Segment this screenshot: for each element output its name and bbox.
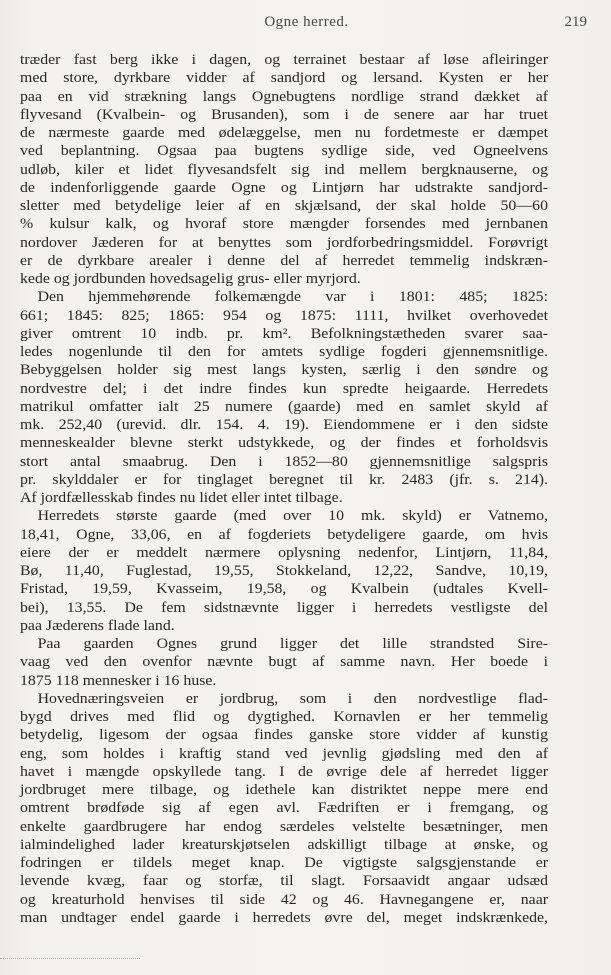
text-line: og kreaturhold henvises til side 42 og 46. Havnegangene er, naar — [20, 891, 548, 908]
text-line: havet i mængde opskyllede tang. I de øvrige dele af herredet ligger — [20, 763, 548, 780]
page-number: 219 — [564, 14, 587, 30]
text-line: Fristad, 19,59, Kvasseim, 19,58, og Kvalbein (udtales Kvell- — [20, 581, 548, 598]
text-line: paa Jæderens flade land. — [20, 617, 175, 634]
text-line: menneskealder blevne sterkt udstykkede, og der findes et forholdsvis — [20, 435, 548, 452]
text-line: enkelte gaardbrugere har endog særdeles velstelte besætninger, men — [20, 818, 548, 835]
text-line: ved beplantning. Ogsaa paa bugtens sydlige side, ved Ogneelvens — [20, 143, 548, 160]
text-line: jordbruget mere tilbage, og idethele kan distriktet neppe mere end — [20, 782, 548, 798]
text-line: sletter med betydelige leier af en skjælsand, der skal holde 50—60 — [20, 198, 548, 214]
text-line: nordvestre del; i det indre findes kun spredte heigaarde. Herredets — [20, 380, 548, 397]
text-line: Hovednæringsveien er jordbrug, som i den nordvestlige flad- — [37, 690, 548, 707]
text-line: nordover Jæderen for at benyttes som jordforbedringsmiddel. Forøvrigt — [20, 234, 548, 251]
text-line: Af jordfællesskab findes nu lidet eller intet tilbage. — [20, 490, 343, 506]
text-line: Paa gaarden Ognes grund ligger det lille strandsted Sire- — [37, 636, 548, 652]
text-line: eng, som holdes i kraftig stand ved jevnlig gjødsling med den af — [20, 745, 548, 762]
text-line: levende kvæg, faar og storfæ, til slagt. Forsaavidt angaar udsæd — [20, 873, 548, 890]
text-line: stort antal smaabrug. Den i 1852—80 gjennemsnitlige salgspris — [20, 453, 548, 470]
text-line: vaag ved den ovenfor nævnte bugt af samme navn. Her boede i — [20, 654, 548, 671]
text-line: kede og jordbunden hovedsagelig grus- eller myrjord. — [20, 271, 361, 287]
page-header — [20, 14, 593, 36]
text-line: pr. skylddaler er for tinglaget beregnet til kr. 2483 (jfr. s. 214). — [20, 471, 548, 488]
text-line: ledes nogenlunde til den for amtets sydlige fogderi gjennemsnitlige. — [20, 344, 548, 360]
text-line: mk. 252,40 (urevid. dlr. 154. 4. 19). Eiendommene er i den sidste — [20, 417, 548, 433]
running-head: Ogne herred. — [264, 14, 349, 30]
text-line: de nærmeste gaarde med ødelæggelse, men nu fordetmeste er dæmpet — [20, 125, 548, 141]
text-line: % kulsur kalk, og hvoraf store mængder forsendes med jernbanen — [20, 216, 548, 233]
text-line: Herredets største gaarde (med over 10 mk. skyld) er Vatnemo, — [37, 508, 548, 525]
text-line: Bø, 11,40, Fuglestad, 19,55, Stokkeland, 12,22, Sandve, 10,19, — [20, 563, 548, 579]
text-line: træder fast berg ikke i dagen, og terrainet bestaar af løse afleiringer — [20, 52, 548, 68]
page-edge-divider — [0, 958, 140, 960]
text-line: fodringen er tildels meget knap. De vigtigste salgsgjenstande er — [20, 855, 548, 871]
body-text — [20, 51, 548, 927]
text-line: man undtager endel gaarde i herredets øvre del, meget indskrænkede, — [20, 909, 548, 926]
text-line: 18,41, Ogne, 33,06, en af fogderiets betydeligere gaarde, om hvis — [20, 526, 548, 543]
text-line: paa en vid strækning langs Ognebugtens nordlige strand dækket af — [20, 88, 548, 105]
text-line: med store, dyrkbare vidder af sandjord og lersand. Kysten er her — [20, 70, 548, 87]
text-line: er de dyrkbare arealer i denne del af herredet temmelig indskræn- — [20, 252, 548, 269]
text-line: 661; 1845: 825; 1865: 954 og 1875: 1111, hvilket overhovedet — [20, 307, 548, 324]
text-line: eiere der er meddelt nærmere oplysning nedenfor, Lintjørn, 11,84, — [20, 544, 548, 561]
text-line: betydelig, ligesom der ogsaa findes ganske store vidder af kunstig — [20, 727, 548, 744]
text-line: de indenforliggende gaarde Ogne og Lintjørn har udstrakte sandjord- — [20, 179, 548, 196]
text-line: ialmindelighed lader kreaturskjøtselen adskilligt tilbage at ønske, og — [20, 836, 548, 853]
text-line: bei), 13,55. De fem sidstnævnte ligger i herredets vestligste del — [20, 599, 548, 616]
text-line: Den hjemmehørende folkemængde var i 1801: 485; 1825: — [37, 289, 548, 306]
text-line: udløb, kiler et lidet flyvesandsfelt sig ind mellem bergknauserne, og — [20, 161, 548, 178]
text-line: giver omtrent 10 indb. pr. km². Befolkningstætheden svarer saa- — [20, 325, 548, 342]
text-line: bygd drives med flid og dygtighed. Kornavlen er her temmelig — [20, 709, 548, 725]
text-line: Bebyggelsen holder sig mest langs kysten, særlig i den søndre og — [20, 362, 548, 379]
text-line: omtrent brødføde sig af egen avl. Fædriften er i fremgang, og — [20, 800, 548, 817]
text-line: 1875 118 mennesker i 16 huse. — [20, 672, 217, 689]
text-line: flyvesand (Kvalbein- og Brusanden), som i de senere aar har truet — [20, 106, 548, 123]
text-line: matrikul omfatter ialt 25 numere (gaarde) med en samlet skyld af — [20, 398, 548, 415]
